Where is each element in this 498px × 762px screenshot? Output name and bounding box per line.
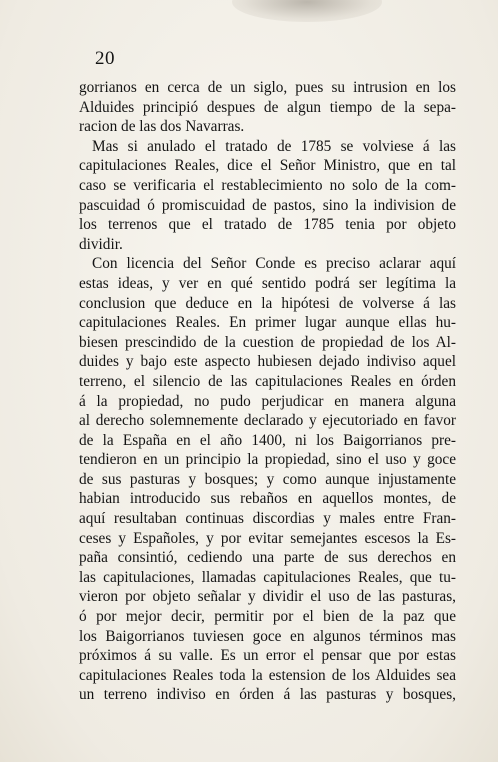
- text-line: Con licencia del Señor Conde es preciso aclarar aquí: [92, 255, 456, 273]
- text-line: de la España en el año 1400, ni los Baigorrianos pre-: [79, 431, 456, 449]
- body-text: [79, 78, 456, 705]
- text-line: vieron por objeto señalar y dividir el uso de las pasturas,: [79, 588, 456, 606]
- text-line: dividir.: [79, 235, 123, 253]
- text-line: duides y bajo este aspecto hubiesen dejado indiviso aquel: [79, 353, 456, 371]
- text-line: las capitulaciones, llamadas capitulaciones Reales, que tu-: [79, 568, 456, 586]
- text-line: estas ideas, y ver en qué sentido podrá ser legítima la: [79, 274, 456, 292]
- text-line: próximos á su valle. Es un error el pensar que por estas: [79, 647, 456, 665]
- text-line: terreno, el silencio de las capitulaciones Reales en órden: [79, 372, 456, 390]
- text-line: ceses y Españoles, y por evitar semejantes escesos la Es-: [79, 529, 456, 547]
- text-line: habian introducido sus rebaños en aquellos montes, de: [79, 490, 456, 508]
- text-line: paña consintió, cediendo una parte de sus derechos en: [79, 549, 456, 567]
- text-line: conclusion que deduce en la hipótesi de volverse á las: [79, 294, 456, 312]
- text-line: ó por mejor decir, permitir por el bien de la paz que: [79, 608, 456, 626]
- text-line: capitulaciones Reales toda la estension de los Alduides sea: [79, 666, 456, 684]
- text-line: al derecho solemnemente declarado y ejecutoriado en favor: [79, 412, 456, 430]
- text-line: aquí resultaban continuas discordias y males entre Fran-: [79, 510, 456, 528]
- text-line: de sus pasturas y bosques; y como aunque injustamente: [79, 470, 456, 488]
- text-line: capitulaciones Reales, dice el Señor Ministro, que en tal: [79, 157, 456, 175]
- text-line: racion de las dos Navarras.: [79, 118, 245, 136]
- text-line: los terrenos que el tratado de 1785 tenia por objeto: [79, 216, 456, 234]
- text-line: capitulaciones Reales. En primer lugar aunque ellas hu-: [79, 314, 456, 332]
- page-number: 20: [95, 48, 115, 69]
- text-line: á la propiedad, no pudo perjudicar en manera alguna: [79, 392, 456, 410]
- text-line: caso se verificaria el restablecimiento no solo de la com-: [79, 176, 456, 194]
- text-line: Alduides principió despues de algun tiempo de la sepa-: [79, 98, 456, 116]
- text-line: Mas si anulado el tratado de 1785 se volviese á las: [92, 137, 456, 155]
- text-line: un terreno indiviso en órden á las pasturas y bosques,: [79, 686, 456, 704]
- text-line: tendieron en un principio la propiedad, sino el uso y goce: [79, 451, 456, 469]
- text-line: gorrianos en cerca de un siglo, pues su intrusion en los: [79, 79, 456, 96]
- text-line: biesen prescindido de la cuestion de propiedad de los Al-: [79, 333, 456, 351]
- page-stain: [232, 0, 382, 22]
- text-line: pascuidad ó promiscuidad de pastos, sino la indivision de: [79, 196, 456, 214]
- text-line: los Baigorrianos tuviesen goce en algunos términos mas: [79, 627, 456, 645]
